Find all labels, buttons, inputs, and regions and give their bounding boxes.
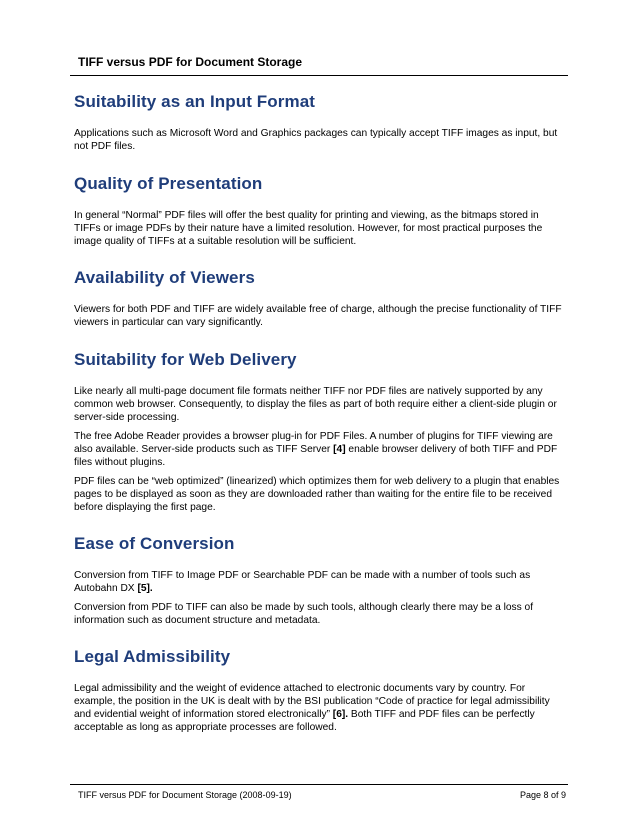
section-heading: Legal Admissibility — [74, 647, 231, 666]
footer-document-info: TIFF versus PDF for Document Storage (2008-09-19) — [78, 790, 292, 800]
section-input-format — [74, 92, 564, 153]
reference-link[interactable]: [5]. — [137, 583, 153, 594]
reference-link[interactable]: [6]. — [332, 709, 349, 720]
section-viewers — [74, 268, 564, 329]
running-footer — [70, 784, 568, 801]
paragraph: Applications such as Microsoft Word and Graphics packages can typically accept TIFF images as input, but not PDF files. — [74, 128, 558, 152]
paragraph-text: Conversion from TIFF to Image PDF or Searchable PDF can be made with a number of tools such as Autobahn DX — [74, 570, 531, 594]
running-header — [70, 54, 568, 76]
paragraph — [74, 682, 564, 734]
paragraph-text: enable browser delivery of both TIFF and PDF files without plugins. — [74, 444, 558, 468]
paragraph-text: Both TIFF and PDF files can be perfectly acceptable as long as appropriate processes are followed. — [74, 709, 535, 733]
paragraph-text: Legal admissibility and the weight of evidence attached to electronic documents vary by country. For example, the position in the UK is dealt with by the BSI publication “Code of practice for legal admissibility and evidential weight of information stored electronically” — [74, 683, 550, 720]
paragraph: Conversion from PDF to TIFF can also be made by such tools, although clearly there may be a loss of information such as document structure and metadata. — [74, 602, 534, 626]
section-heading: Quality of Presentation — [74, 174, 263, 193]
section-heading: Ease of Conversion — [74, 534, 235, 553]
paragraph: Viewers for both PDF and TIFF are widely available free of charge, although the precise functionality of TIFF viewers in particular can vary significantly. — [74, 304, 562, 328]
section-heading: Suitability as an Input Format — [74, 92, 316, 111]
page-content — [74, 92, 564, 740]
paragraph — [74, 430, 564, 469]
section-heading: Availability of Viewers — [74, 268, 255, 287]
paragraph-text: The free Adobe Reader provides a browser plug-in for PDF Files. A number of plugins for TIFF viewing are also available. Server-side products such as TIFF Server — [74, 431, 553, 455]
paragraph: In general “Normal” PDF files will offer the best quality for printing and viewing, as the bitmaps stored in TIFFs or image PDFs by their nature have a limited resolution. However, for most practical purposes the image quality of TIFFs at a suitable resolution will be sufficient. — [74, 210, 543, 247]
header-title: TIFF versus PDF for Document Storage — [78, 55, 303, 69]
page-number: Page 8 of 9 — [519, 790, 566, 800]
paragraph: Like nearly all multi-page document file formats neither TIFF nor PDF files are natively supported by any common web browser. Consequently, to display the files as part of both require either a client-side plugin or server-side processing. — [74, 386, 557, 423]
section-conversion — [74, 534, 564, 627]
section-legal — [74, 647, 564, 734]
section-web-delivery — [74, 350, 564, 514]
reference-link[interactable]: [4] — [333, 444, 346, 455]
paragraph — [74, 569, 564, 595]
section-heading: Suitability for Web Delivery — [74, 350, 297, 369]
paragraph: PDF files can be “web optimized” (linearized) which optimizes them for web delivery to a plugin that enables pages to be displayed as soon as they are downloaded rather than waiting for the entire file to be received before displaying the first page. — [74, 476, 560, 513]
section-quality — [74, 174, 564, 248]
